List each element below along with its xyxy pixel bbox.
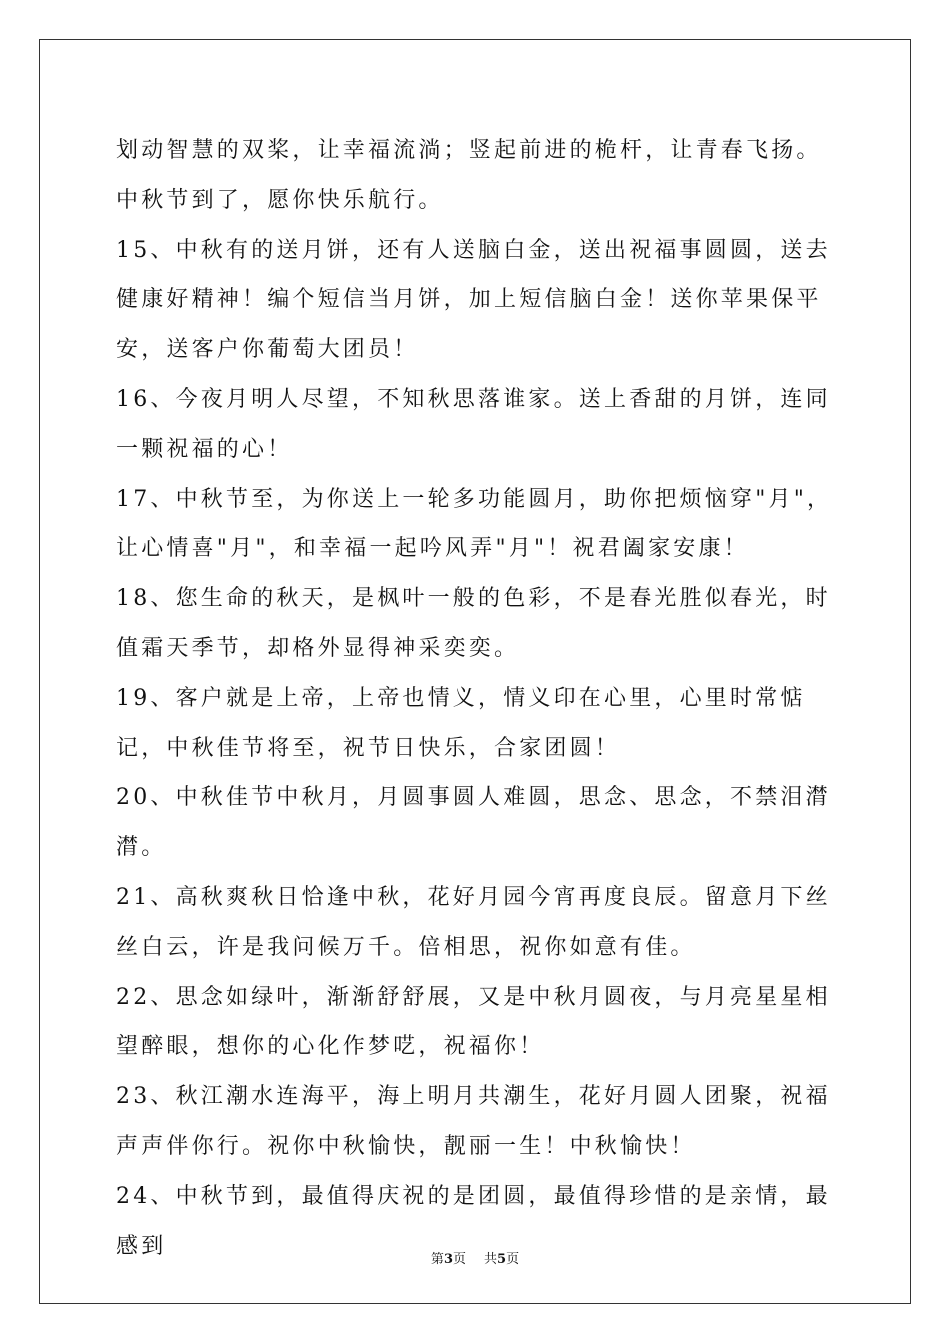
paragraph: 17、中秋节至，为你送上一轮多功能圆月，助你把烦恼穿"月"，让心情喜"月"，和幸福一起吟风弄"月"！祝君阖家安康！ (116, 486, 833, 562)
paragraph: 划动智慧的双桨，让幸福流淌；竖起前进的桅杆，让青春飞扬。中秋节到了，愿你快乐航行。 (116, 138, 822, 213)
page-current: 3 (443, 1252, 453, 1267)
total-suffix: 页 (506, 1252, 520, 1267)
paragraph: 23、秋江潮水连海平，海上明月共潮生，花好月圆人团聚，祝福声声伴你行。祝你中秋愉快，靓丽一生！中秋愉快！ (116, 1084, 831, 1159)
paragraph: 22、思念如绿叶，渐渐舒舒展，又是中秋月圆夜，与月亮星星相望醉眼，想你的心化作梦呓，祝福你！ (116, 984, 831, 1060)
total-prefix: 共 (484, 1252, 498, 1267)
paragraph: 19、客户就是上帝，上帝也情义，情义印在心里，心里时常惦记，中秋佳节将至，祝节日快乐，合家团圆！ (116, 685, 806, 761)
paragraph: 24、中秋节到，最值得庆祝的是团圆，最值得珍惜的是亲情，最感到 (116, 1183, 831, 1259)
document-body (116, 126, 836, 1271)
page-suffix: 页 (452, 1252, 466, 1267)
paragraph: 16、今夜月明人尽望，不知秋思落谁家。送上香甜的月饼，连同一颗祝福的心！ (116, 386, 831, 462)
page-prefix: 第 (430, 1252, 444, 1267)
paragraph: 15、中秋有的送月饼，还有人送脑白金，送出祝福事圆圆，送去健康好精神！编个短信当月饼，加上短信脑白金！送你苹果保平安，送客户你葡萄大团员！ (116, 237, 831, 363)
paragraph: 20、中秋佳节中秋月，月圆事圆人难圆，思念、思念，不禁泪潸潸。 (116, 785, 831, 861)
paragraph: 21、高秋爽秋日恰逢中秋，花好月园今宵再度良辰。留意月下丝丝白云，许是我问候万千。倍相思，祝你如意有佳。 (116, 884, 831, 960)
page-footer (0, 1248, 950, 1267)
page-total: 5 (497, 1252, 507, 1267)
paragraph: 18、您生命的秋天，是枫叶一般的色彩，不是春光胜似春光，时值霜天季节，却格外显得神采奕奕。 (116, 586, 831, 661)
